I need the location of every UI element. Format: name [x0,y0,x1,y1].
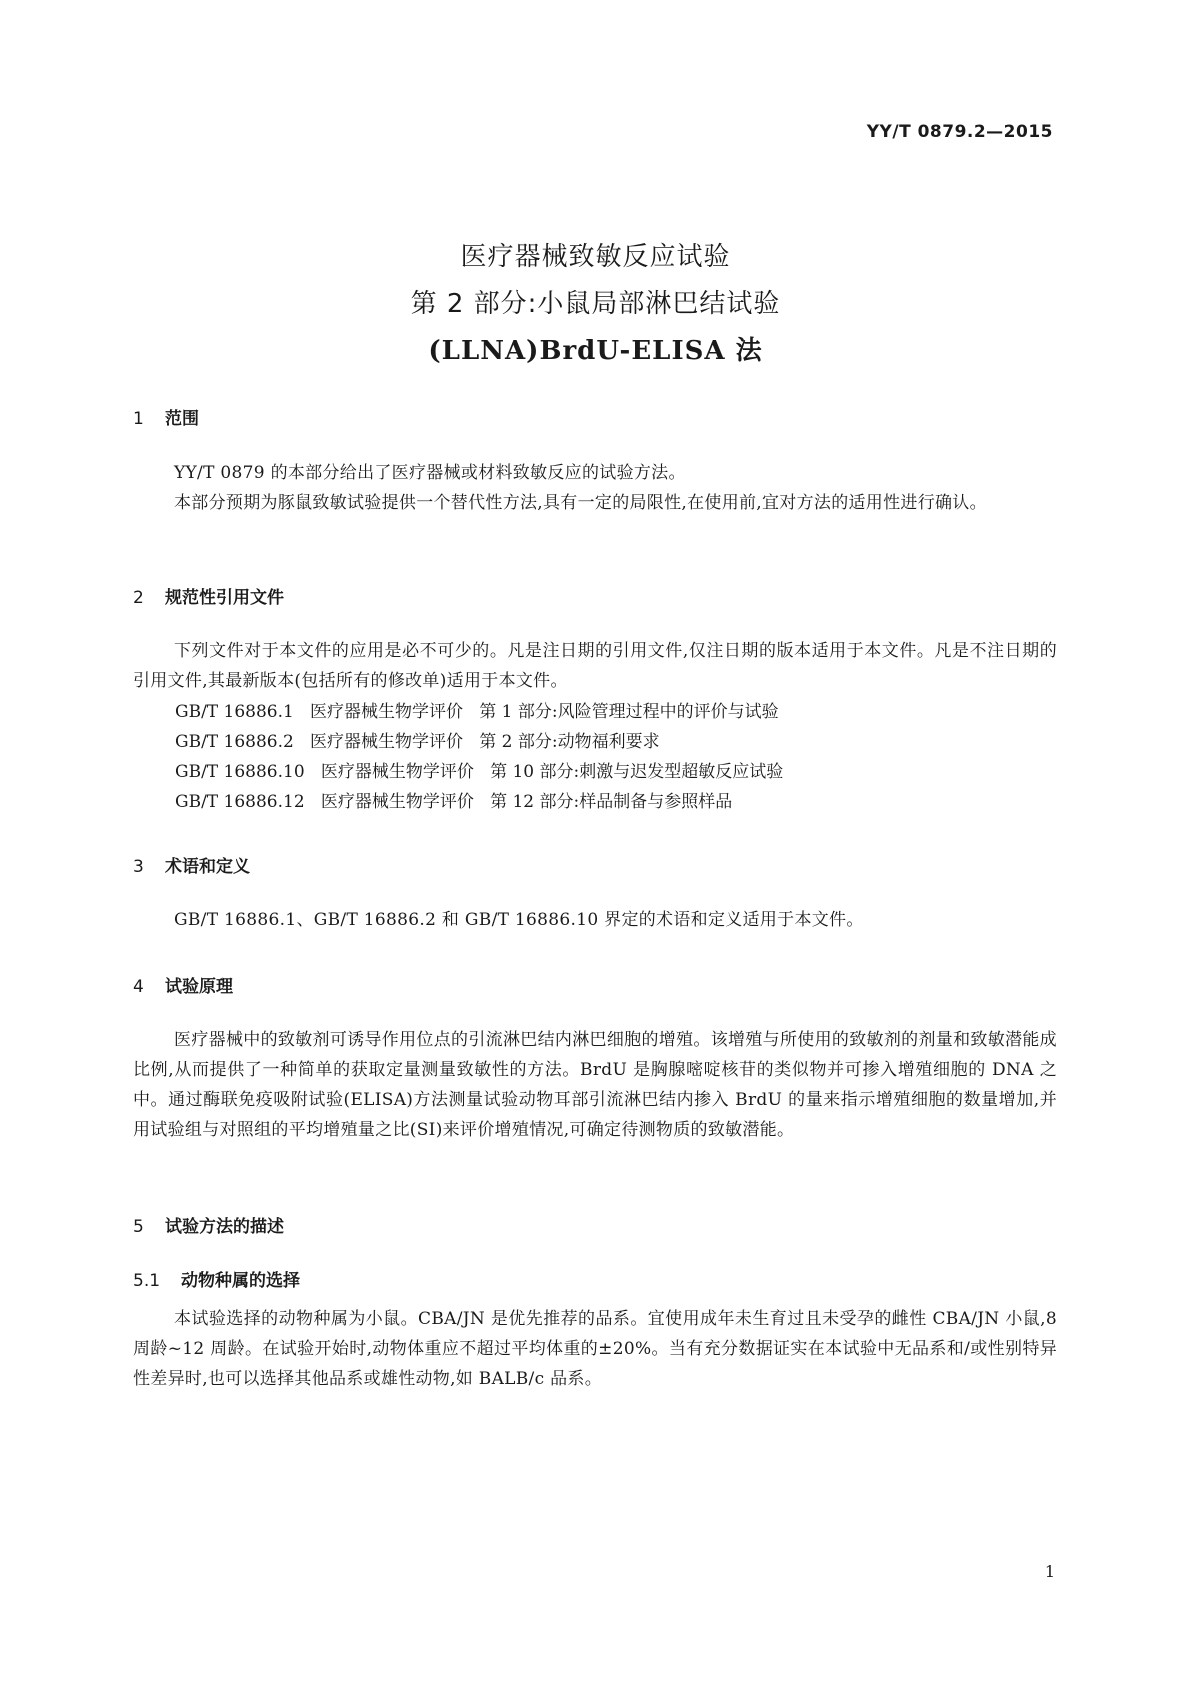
reference-item: GB/T 16886.1 医疗器械生物学评价 第 1 部分:风险管理过程中的评价与试验 [175,702,779,722]
section-2-paragraph-1: 下列文件对于本文件的应用是必不可少的。凡是注日期的引用文件,仅注日期的版本适用于本文件。凡是不注日期的引用文件,其最新版本(包括所有的修改单)适用于本文件。 [133,641,1057,691]
section-title: 范围 [165,409,199,429]
reference-item: GB/T 16886.2 医疗器械生物学评价 第 2 部分:动物福利要求 [175,732,660,752]
section-5-heading [133,1212,284,1237]
section-number: 5 [133,1217,144,1237]
document-title-line3: (LLNA)BrdU-ELISA 法 [428,336,763,366]
section-title: 试验方法的描述 [165,1217,284,1237]
page-number: 1 [1044,1562,1055,1581]
section-1-heading [133,404,199,429]
section-4-heading [133,972,233,997]
section-2-heading [133,583,284,608]
reference-item: GB/T 16886.10 医疗器械生物学评价 第 10 部分:刺激与迟发型超敏反应试验 [175,762,784,782]
standard-code: YY/T 0879.2—2015 [866,122,1053,142]
section-number: 3 [133,857,144,877]
section-number: 2 [133,588,144,608]
section-number: 5.1 [133,1271,161,1291]
reference-item: GB/T 16886.12 医疗器械生物学评价 第 12 部分:样品制备与参照样品 [175,792,733,812]
section-1-paragraph-2: 本部分预期为豚鼠致敏试验提供一个替代性方法,具有一定的局限性,在使用前,宜对方法的适用性进行确认。 [174,493,987,513]
section-5-1-paragraph-1: 本试验选择的动物种属为小鼠。CBA/JN 是优先推荐的品系。宜使用成年未生育过且未受孕的雌性 CBA/JN 小鼠,8 周龄~12 周龄。在试验开始时,动物体重应不超过平均体重的±20%。当有充分数据证实在本试验中无品系和/或性别特异性差异时,也可以选择其他品系或雄性动物,如 BALB/c 品系。 [133,1309,1057,1389]
section-3-heading [133,852,250,877]
section-4-paragraph-1: 医疗器械中的致敏剂可诱导作用位点的引流淋巴结内淋巴细胞的增殖。该增殖与所使用的致敏剂的剂量和致敏潜能成比例,从而提供了一种简单的获取定量测量致敏性的方法。BrdU 是胸腺嘧啶核苷的类似物并可掺入增殖细胞的 DNA 之中。通过酶联免疫吸附试验(ELISA)方法测量试验动物耳部引流淋巴结内掺入 BrdU 的量来指示增殖细胞的数量增加,并用试验组与对照组的平均增殖量之比(SI)来评价增殖情况,可确定待测物质的致敏潜能。 [133,1030,1057,1140]
document-title-line2: 第 2 部分:小鼠局部淋巴结试验 [410,289,781,319]
section-number: 4 [133,977,144,997]
section-5-1-heading [133,1266,300,1291]
section-title: 动物种属的选择 [181,1271,300,1291]
section-title: 试验原理 [165,977,233,997]
section-title: 规范性引用文件 [165,588,284,608]
section-3-paragraph-1: GB/T 16886.1、GB/T 16886.2 和 GB/T 16886.10 界定的术语和定义适用于本文件。 [174,910,864,930]
section-1-paragraph-1: YY/T 0879 的本部分给出了医疗器械或材料致敏反应的试验方法。 [174,463,686,483]
section-title: 术语和定义 [165,857,250,877]
document-title-line1: 医疗器械致敏反应试验 [460,242,731,272]
section-number: 1 [133,409,144,429]
